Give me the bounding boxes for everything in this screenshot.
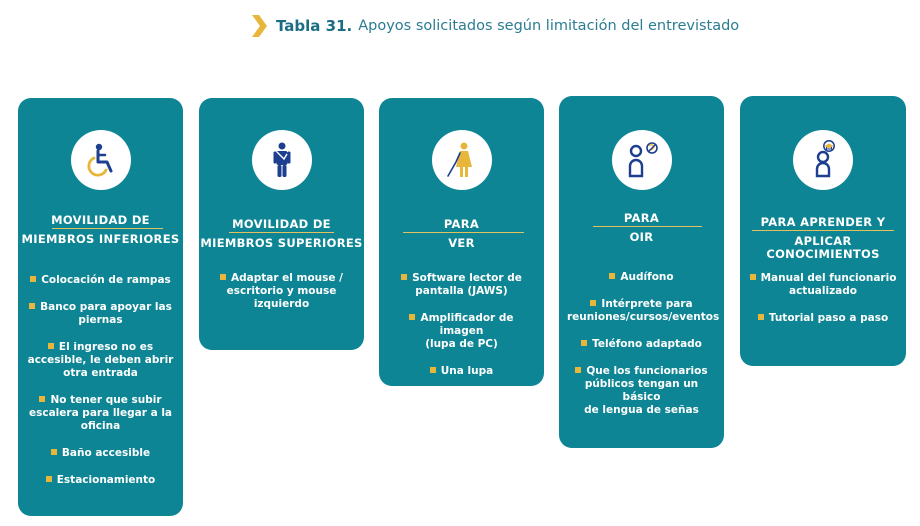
list-item: Banco para apoyar las piernas — [26, 301, 175, 327]
bullet-icon — [29, 303, 35, 309]
deaf-person-icon — [612, 130, 672, 190]
list-item: Amplificador de imagen (lupa de PC) — [387, 312, 536, 351]
card-para-aprender — [740, 96, 906, 366]
list-item: Teléfono adaptado — [567, 338, 716, 351]
card-heading: MOVILIDAD DE MIEMBROS INFERIORES — [21, 213, 180, 246]
heading-divider — [52, 228, 163, 229]
list-item: Adaptar el mouse / escritorio y mouse izquierdo — [207, 272, 356, 311]
card-para-ver — [379, 98, 544, 386]
bullet-icon — [401, 274, 407, 280]
item-list — [207, 272, 356, 311]
bullet-icon — [609, 273, 615, 279]
table-caption: Apoyos solicitados según limitación del entrevistado — [358, 18, 740, 34]
table-title — [250, 14, 739, 38]
item-list — [567, 271, 720, 417]
card-para-oir — [559, 96, 724, 448]
bullet-icon — [48, 343, 54, 349]
learner-graduation-cap-icon — [793, 130, 853, 190]
bullet-icon — [758, 314, 764, 320]
bullet-icon — [581, 340, 587, 346]
card-movilidad-superiores — [199, 98, 364, 350]
list-item: Estacionamiento — [26, 474, 175, 487]
list-item: Software lector de pantalla (JAWS) — [387, 272, 536, 298]
bullet-icon — [30, 276, 36, 282]
item-list — [748, 272, 898, 325]
list-item: Tutorial paso a paso — [748, 312, 898, 325]
bullet-icon — [39, 396, 45, 402]
list-item: Colocación de rampas — [26, 274, 175, 287]
list-item: El ingreso no es accesible, le deben abrir otra entrada — [27, 341, 174, 379]
list-item: Que los funcionarios públicos tengan un básico de lengua de señas — [567, 365, 716, 417]
list-item: Manual del funcionario actualizado — [748, 272, 898, 298]
bullet-icon — [46, 476, 52, 482]
bullet-icon — [409, 314, 415, 320]
table-label: Tabla 31. — [276, 17, 353, 35]
heading-divider — [752, 230, 894, 231]
card-heading: PARA VER — [443, 217, 480, 250]
bullet-icon — [750, 274, 756, 280]
bullet-icon — [575, 367, 581, 373]
card-heading: MOVILIDAD DE MIEMBROS SUPERIORES — [200, 217, 363, 250]
list-item: Audífono — [567, 271, 716, 284]
item-list — [26, 274, 175, 487]
heading-divider — [593, 226, 702, 227]
heading-divider — [403, 232, 524, 233]
list-item: No tener que subir escalera para llegar a la oficina — [28, 394, 173, 432]
person-arm-sling-icon — [252, 130, 312, 190]
bullet-icon — [220, 274, 226, 280]
heading-divider — [229, 232, 334, 233]
blind-person-cane-icon — [432, 130, 492, 190]
card-heading: PARA OIR — [623, 211, 660, 244]
chevron-right-icon — [250, 14, 268, 38]
bullet-icon — [430, 367, 436, 373]
list-item: Una lupa — [387, 365, 536, 378]
wheelchair-icon — [71, 130, 131, 190]
bullet-icon — [51, 449, 57, 455]
list-item: Intérprete para reuniones/cursos/eventos — [567, 298, 720, 323]
card-heading: PARA APRENDER Y APLICAR CONOCIMIENTOS — [760, 215, 886, 261]
card-movilidad-inferiores — [18, 98, 183, 516]
item-list — [387, 272, 536, 378]
list-item: Baño accesible — [26, 447, 175, 460]
bullet-icon — [590, 300, 596, 306]
